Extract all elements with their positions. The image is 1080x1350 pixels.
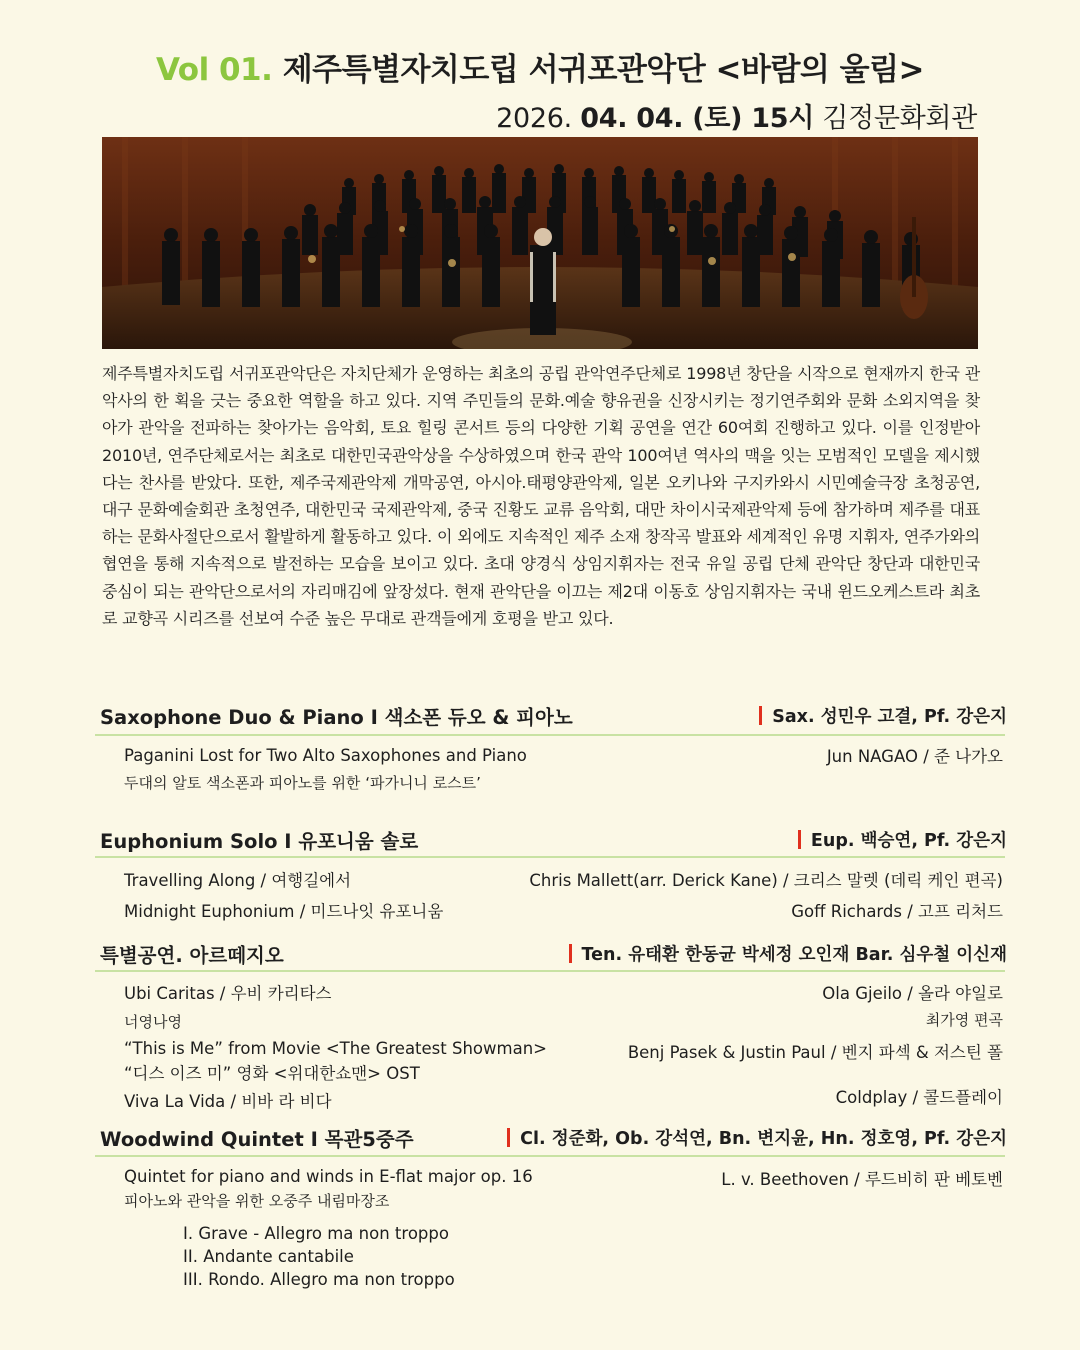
piece-composer: Jun NAGAO / 준 나가오 <box>826 747 1003 766</box>
section-heading-euphonium <box>100 826 1007 854</box>
piece-subtitle: “디스 이즈 미” 영화 <위대한쇼맨> OST <box>124 1064 420 1083</box>
piece-composer: Chris Mallett(arr. Derick Kane) / 크리스 말렛 (데릭 케인 편곡) <box>529 871 1003 890</box>
piece-title: Travelling Along / 여행길에서 <box>124 871 352 890</box>
piece-title: Quintet for piano and winds in E-flat major op. 16 <box>124 1167 533 1186</box>
section-title: Woodwind Quintet I 목관5중주 <box>100 1128 414 1151</box>
section-divider <box>95 734 1005 736</box>
section-performers: Eup. 백승연, Pf. 강은지 <box>798 827 1007 852</box>
piece-subtitle: 두대의 알토 색소폰과 피아노를 위한 ‘파가니니 로스트’ <box>124 774 481 792</box>
piece-title: Viva La Vida / 비바 라 비다 <box>124 1092 332 1111</box>
movement: II. Andante cantabile <box>183 1247 354 1266</box>
section-heading-special <box>100 940 1007 968</box>
piece-title: “This is Me” from Movie <The Greatest Showman> <box>124 1039 547 1058</box>
concert-title <box>0 44 1080 89</box>
piece-composer: L. v. Beethoven / 루드비히 판 베토벤 <box>721 1170 1003 1189</box>
piece-composer: Ola Gjeilo / 올라 야일로 <box>822 984 1003 1003</box>
piece-composer: Benj Pasek & Justin Paul / 벤지 파섹 & 저스틴 폴 <box>627 1043 1003 1062</box>
piece-subtitle: 피아노와 관악을 위한 오중주 내림마장조 <box>124 1192 390 1210</box>
concert-date: 04. 04. (토) 15시 <box>580 103 814 134</box>
section-divider <box>95 970 1005 972</box>
section-title: Saxophone Duo & Piano I 색소폰 듀오 & 피아노 <box>100 706 573 729</box>
piece-title: Paganini Lost for Two Alto Saxophones and Piano <box>124 746 527 765</box>
section-performers: Cl. 정준화, Ob. 강석연, Bn. 변지윤, Hn. 정호영, Pf. 강은지 <box>507 1125 1007 1150</box>
concert-year: 2026. <box>496 103 572 134</box>
concert-date-line <box>496 96 977 135</box>
piece-composer: Coldplay / 콜드플레이 <box>835 1088 1003 1107</box>
section-divider <box>95 1155 1005 1157</box>
piece-composer: Goff Richards / 고프 리처드 <box>791 902 1003 921</box>
section-heading-woodwind <box>100 1124 1007 1152</box>
piece-title: 너영나영 <box>124 1013 182 1031</box>
section-divider <box>95 856 1005 858</box>
concert-venue: 김정문화회관 <box>822 103 977 134</box>
section-title: Euphonium Solo I 유포니움 솔로 <box>100 830 419 853</box>
section-performers: Ten. 유태환 한동균 박세정 오인재 Bar. 심우철 이신재 <box>569 941 1007 966</box>
orchestra-photo <box>102 137 978 349</box>
movement: III. Rondo. Allegro ma non troppo <box>183 1270 455 1289</box>
piece-title: Midnight Euphonium / 미드나잇 유포니움 <box>124 902 444 921</box>
section-heading-saxophone <box>100 702 1007 730</box>
concert-name: 제주특별자치도립 서귀포관악단 <바람의 울림> <box>282 52 925 88</box>
piece-composer: 최가영 편곡 <box>925 1011 1003 1029</box>
movement: I. Grave - Allegro ma non troppo <box>183 1224 449 1243</box>
volume-label: Vol 01. <box>155 52 273 88</box>
section-performers: Sax. 성민우 고결, Pf. 강은지 <box>759 703 1007 728</box>
orchestra-introduction: 제주특별자치도립 서귀포관악단은 자치단체가 운영하는 최초의 공립 관악연주단체로 1998년 창단을 시작으로 현재까지 한국 관악사의 한 획을 긋는 중요한 역할을 하고 있다. 지역 주민들의 문화.예술 향유권을 신장시키는 정기연주회와 문화 소외지역을 찾아가 관악을 전파하는 찾아가는 음악회, 토요 힐링 콘서트 등의 다양한 기획 공연을 연간 60여회 진행하고 있다. 이를 인정받아 2010년, 연주단체로서는 최초로 대한민국관악상을 수상하였으며 한국 관악 100여년 역사의 맥을 잇는 모범적인 모델을 제시했다는 찬사를 받았다. 또한, 제주국제관악제 개막공연, 아시아.태평양관악제, 일본 오키나와 구지카와시 시민예술극장 초청공연, 대구 문화예술회관 초청연주, 대한민국 국제관악제, 중국 진황도 교류 음악회, 대만 차이시국제관악제 등에 참가하며 제주를 대표하는 문화사절단으로서 활발하게 활동하고 있다. 이 외에도 지속적인 제주 소재 창작곡 발표와 세계적인 유명 지휘자, 연주가와의 협연을 통해 지속적으로 발전하는 모습을 보이고 있다. 초대 양경식 상임지휘자는 전국 유일 공립 단체 관악단 창단과 대한민국 중심이 되는 관악단으로서의 자리매김에 앞장섰다. 현재 관악단을 이끄는 제2대 이동호 상임지휘자는 국내 윈드오케스트라 최초로 교향곡 시리즈를 선보여 수준 높은 무대로 관객들에게 호평을 받고 있다. <box>102 364 980 628</box>
piece-title: Ubi Caritas / 우비 카리타스 <box>124 984 332 1003</box>
section-title: 특별공연. 아르떼지오 <box>100 944 284 967</box>
orchestra-illustration <box>102 137 978 349</box>
